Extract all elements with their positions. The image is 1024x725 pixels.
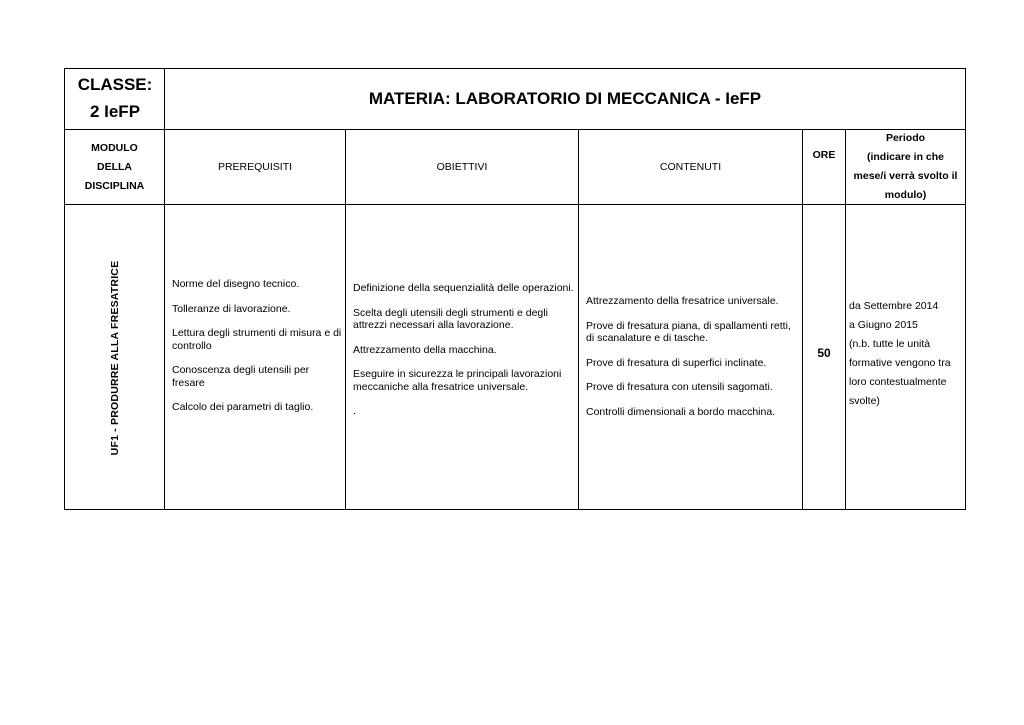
contenuti-cell: [586, 295, 800, 430]
classe-label: CLASSE:: [77, 75, 153, 94]
modulo-name: UF1 - PRODURRE ALLA FRESATRICE: [109, 260, 121, 455]
modulo-header-line: DISCIPLINA: [84, 179, 145, 192]
periodo-header: [846, 125, 965, 209]
ore-value: 50: [817, 346, 831, 360]
periodo-header-line: modulo): [884, 189, 927, 201]
periodo-line: (n.b. tutte le unità: [849, 338, 931, 350]
periodo-cell: [849, 297, 965, 411]
prerequisito-item: Tolleranze di lavorazione.: [172, 302, 291, 315]
prerequisito-item: Conoscenza degli utensili per fresare: [172, 364, 310, 389]
modulo-header-line: MODULO: [91, 141, 138, 154]
prerequisito-item: Norme del disegno tecnico.: [172, 278, 300, 290]
obiettivi-cell: [353, 282, 575, 430]
obiettivo-item: Eseguire in sicurezza le principali lavorazioni meccaniche alla fresatrice universale.: [353, 368, 562, 393]
contenuto-item: Prove di fresatura di superfici inclinate.: [586, 356, 767, 369]
prerequisiti-cell: [172, 278, 342, 426]
periodo-line: da Settembre 2014: [849, 300, 939, 312]
column-divider: [802, 129, 803, 509]
periodo-line: formative vengono tra: [849, 357, 951, 369]
obiettivo-item: Attrezzamento della macchina.: [353, 343, 497, 356]
ore-header: ORE: [812, 149, 836, 161]
contenuti-header: CONTENUTI: [659, 161, 722, 173]
materia-title: MATERIA: LABORATORIO DI MECCANICA - IeFP: [368, 89, 762, 108]
row-divider: [65, 204, 965, 205]
contenuto-item: Prove di fresatura piana, di spallamenti retti, di scanalature e di tasche.: [586, 319, 791, 344]
periodo-header-line: Periodo: [885, 132, 926, 144]
modulo-cell: [65, 205, 165, 510]
obiettivi-header: OBIETTIVI: [436, 161, 488, 173]
periodo-line: a Giugno 2015: [849, 319, 918, 331]
obiettivo-item: Definizione della sequenzialità delle operazioni.: [353, 282, 574, 294]
program-table: [64, 68, 966, 510]
contenuto-item: Attrezzamento della fresatrice universale.: [586, 295, 779, 307]
obiettivo-item: .: [353, 405, 356, 417]
modulo-header: [65, 130, 164, 204]
periodo-header-line: mese/i verrà svolto il: [853, 170, 958, 182]
prerequisito-item: Calcolo dei parametri di taglio.: [172, 401, 314, 413]
modulo-header-line: DELLA: [97, 160, 132, 173]
contenuto-item: Prove di fresatura con utensili sagomati.: [586, 381, 773, 393]
obiettivo-item: Scelta degli utensili degli strumenti e degli attrezzi necessari alla lavorazione.: [353, 306, 548, 331]
prerequisito-item: Lettura degli strumenti di misura e di controllo: [172, 327, 342, 352]
periodo-line: svolte): [849, 395, 880, 407]
classe-cell: [65, 69, 165, 129]
classe-value: 2 IeFP: [89, 102, 141, 121]
periodo-line: loro contestualmente: [849, 376, 947, 388]
prerequisiti-header: PREREQUISITI: [217, 161, 293, 173]
contenuto-item: Controlli dimensionali a bordo macchina.: [586, 405, 776, 418]
periodo-header-line: (indicare in che: [866, 151, 945, 163]
